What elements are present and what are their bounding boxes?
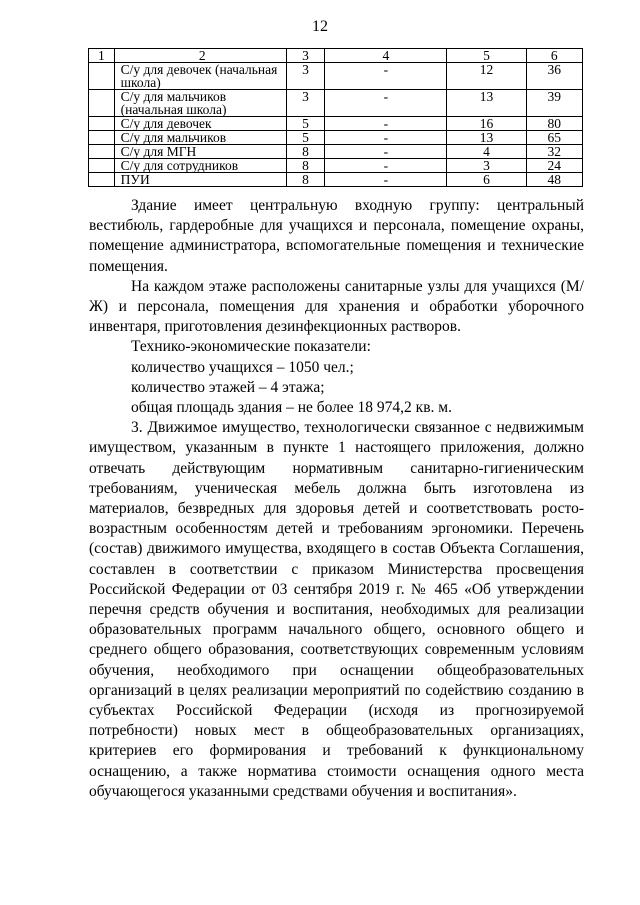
column-5-cell: 13 (447, 131, 526, 145)
room-name-cell: С/у для сотрудников (114, 159, 286, 173)
paragraph-total-area: общая площадь здания – не более 18 974,2 кв. м. (131, 399, 452, 417)
table-row (89, 63, 583, 90)
room-name-cell: С/у для мальчиков (114, 131, 286, 145)
row-index-cell (89, 90, 115, 117)
room-name-cell: ПУИ (114, 173, 286, 187)
header-cell-3: 3 (286, 49, 324, 63)
row-index-cell (89, 131, 115, 145)
column-6-cell: 32 (526, 145, 582, 159)
header-cell-4: 4 (325, 49, 447, 63)
column-3-cell: 8 (286, 145, 324, 159)
paragraph-sanitary-units: На каждом этаже расположены санитарные узлы для учащихся (М/Ж) и персонала, помещения для хранения и обработки уборочного инвентаря, приготовления дезинфекционных растворов. (89, 277, 584, 336)
column-6-cell: 39 (526, 90, 582, 117)
table-row (89, 90, 583, 117)
room-name-cell: С/у для МГН (114, 145, 286, 159)
body-text (89, 196, 584, 802)
column-4-cell: - (325, 159, 447, 173)
sanitary-units-table (88, 48, 583, 187)
column-6-cell: 24 (526, 159, 582, 173)
column-4-cell: - (325, 131, 447, 145)
column-5-cell: 6 (447, 173, 526, 187)
column-3-cell: 8 (286, 173, 324, 187)
row-index-cell (89, 117, 115, 131)
column-5-cell: 12 (447, 63, 526, 90)
column-3-cell: 8 (286, 159, 324, 173)
column-3-cell: 3 (286, 90, 324, 117)
header-cell-5: 5 (447, 49, 526, 63)
table-row (89, 145, 583, 159)
column-3-cell: 5 (286, 117, 324, 131)
row-index-cell (89, 159, 115, 173)
room-name-cell: С/у для мальчиков (начальная школа) (114, 90, 286, 117)
column-4-cell: - (325, 90, 447, 117)
page-number: 12 (312, 18, 328, 35)
paragraph-indicators-heading: Технико-экономические показатели: (131, 338, 371, 356)
paragraph-floors-count: количество этажей – 4 этажа; (131, 378, 325, 396)
table-row (89, 117, 583, 131)
column-4-cell: - (325, 117, 447, 131)
table-row (89, 173, 583, 187)
row-index-cell (89, 173, 115, 187)
column-5-cell: 16 (447, 117, 526, 131)
column-4-cell: - (325, 63, 447, 90)
column-3-cell: 3 (286, 63, 324, 90)
header-cell-1: 1 (89, 49, 115, 63)
column-6-cell: 36 (526, 63, 582, 90)
header-cell-6: 6 (526, 49, 582, 63)
table-row (89, 159, 583, 173)
column-4-cell: - (325, 173, 447, 187)
row-index-cell (89, 63, 115, 90)
paragraph-entrance-group: Здание имеет центральную входную группу: центральный вестибюль, гардеробные для учащихся и персонала, помещение охраны, помещение администратора, вспомогательные помещения и технические помещения. (89, 197, 584, 275)
column-3-cell: 5 (286, 131, 324, 145)
paragraph-movable-property: 3. Движимое имущество, технологически связанное с недвижимым имуществом, указанным в пункте 1 настоящего приложения, должно отвечать действующим нормативным санитарно-гигиеническим требованиям, ученическая мебель должна быть изготовлена из материалов, безвредных для здоровья детей и соответствовать росто-возрастным особенностям детей и требованиям эргономики. Перечень (состав) движимого имущества, входящего в состав Объекта Соглашения, составлен в соответствии с приказом Министерства просвещения Российской Федерации от 03 сентября 2019 г. № 465 «Об утверждении перечня средств обучения и воспитания, необходимых для реализации образовательных программ начального общего, основного общего и среднего общего образования, соответствующих современным условиям обучения, необходимого при оснащении общеобразовательных организаций в целях реализации мероприятий по содействию созданию в субъектах Российской Федерации (исходя из прогнозируемой потребности) новых мест в общеобразовательных организациях, критериев его формирования и требований к функциональному оснащению, а также норматива стоимости оснащения одного места обучающегося указанными средствами обучения и воспитания». (89, 419, 584, 800)
column-5-cell: 4 (447, 145, 526, 159)
header-cell-2: 2 (114, 49, 286, 63)
table-row (89, 131, 583, 145)
room-name-cell: С/у для девочек (114, 117, 286, 131)
column-4-cell: - (325, 145, 447, 159)
row-index-cell (89, 145, 115, 159)
column-6-cell: 80 (526, 117, 582, 131)
column-5-cell: 3 (447, 159, 526, 173)
column-6-cell: 48 (526, 173, 582, 187)
table-header-row (89, 49, 583, 63)
paragraph-students-count: количество учащихся – 1050 чел.; (131, 358, 354, 376)
room-name-cell: С/у для девочек (начальная школа) (114, 63, 286, 90)
column-6-cell: 65 (526, 131, 582, 145)
column-5-cell: 13 (447, 90, 526, 117)
